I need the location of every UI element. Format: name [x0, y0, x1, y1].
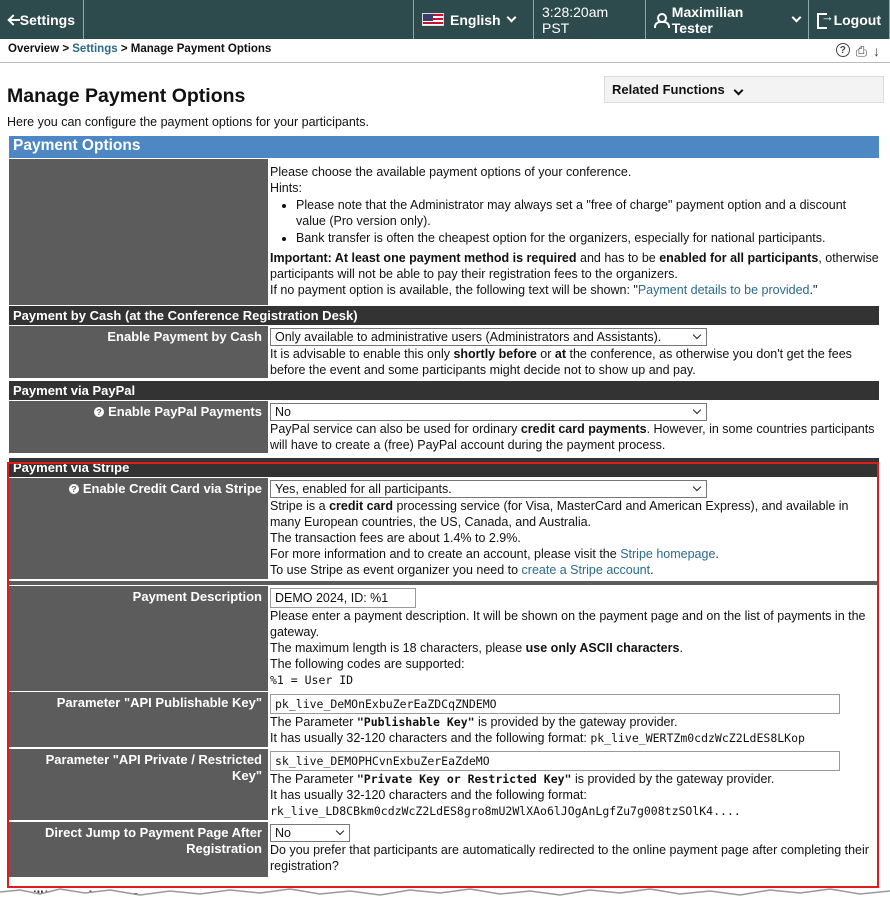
pub-d2-code: pk_live_WERTZm0cdzWcZ2LdES8LKop: [590, 731, 805, 745]
pub-d1: [270, 714, 879, 730]
stripe-select-value: Yes, enabled for all participants.: [275, 482, 452, 496]
stripe-org-pre: To use Stripe as event organizer you need to: [270, 563, 522, 577]
publishable-key-value: [269, 692, 879, 748]
important-mid: and has to be: [576, 251, 660, 265]
stripe-description: [270, 498, 879, 530]
desc-code: %1 = User ID: [270, 673, 354, 687]
logout-label: Logout: [833, 11, 881, 28]
chevron-down-icon: [734, 86, 744, 96]
user-icon: [654, 13, 666, 26]
paypal-d2: . However, in some countries participants will have to create a (free) PayPal account during the payment process.: [270, 422, 875, 452]
paypal-label-cell: [9, 401, 268, 453]
paypal-row: [9, 401, 879, 455]
payment-options-info-row: [9, 159, 879, 305]
language-selector[interactable]: [413, 0, 534, 39]
stripe-select[interactable]: [270, 480, 707, 498]
stripe-section-header: Payment via Stripe: [9, 458, 879, 477]
stripe-d1: Stripe is a: [270, 499, 330, 513]
stripe-more-post: .: [715, 547, 719, 561]
stripe-enable-value: [269, 478, 879, 580]
cash-d-b1: shortly before: [453, 347, 537, 361]
cash-description: [270, 346, 879, 378]
payment-description-label: Payment Description: [9, 586, 268, 691]
hint-item: • Bank transfer is often the cheapest option for the organizers, especially for national participants.: [296, 230, 879, 246]
breadcrumb-settings-link[interactable]: Settings: [72, 43, 118, 55]
logout-icon: [817, 13, 829, 26]
private-key-label: Parameter "API Private / Restricted Key": [9, 749, 268, 820]
section-divider: [9, 581, 879, 585]
page-title: Manage Payment Options: [7, 85, 246, 107]
breadcrumb-current: Manage Payment Options: [130, 43, 272, 55]
priv-d1-bold: "Private Key or Restricted Key": [356, 772, 572, 786]
stripe-label-cell: [9, 478, 268, 579]
back-to-settings-button[interactable]: [0, 0, 84, 39]
stripe-fees: The transaction fees are about 1.4% to 2.9%.: [270, 531, 521, 545]
private-key-row: [9, 749, 879, 821]
related-functions-label: Related Functions: [612, 82, 725, 97]
arrow-left-icon: [8, 14, 14, 26]
top-navigation-bar: [0, 0, 890, 39]
stripe-org-post: .: [650, 563, 654, 577]
stripe-d2: processing service (for Visa, MasterCard and American Express), and available in many European countries, the US, Canada, and Australia.: [270, 499, 849, 529]
desc-d1: Please enter a payment description. It will be shown on the payment page and on the list of payments in the gateway.: [270, 609, 866, 639]
stripe-d-b: credit card: [329, 499, 393, 513]
direct-jump-description: Do you prefer that participants are automatically redirected to the online payment page after completing their registration?: [270, 843, 869, 873]
private-key-input[interactable]: sk_live_DEMOPHCvnExbuZerEaZdeMO: [270, 751, 840, 771]
chevron-down-icon: [693, 330, 701, 338]
desc-d2-post: .: [679, 641, 683, 655]
stripe-more: [270, 546, 879, 562]
pub-d2: [270, 730, 879, 746]
pub-d1-pre: The Parameter: [270, 715, 357, 729]
logout-button[interactable]: [809, 0, 890, 39]
cash-section-header: Payment by Cash (at the Conference Registration Desk): [9, 306, 879, 325]
hint-item: • Please note that the Administrator may always set a "free of charge" payment option and a discount value (Pro version only).: [296, 197, 879, 229]
paypal-d1: PayPal service can also be used for ordinary: [270, 422, 521, 436]
back-label: Settings: [19, 11, 75, 28]
page-intro: Here you can configure the payment options for your participants.: [7, 115, 370, 129]
choose-text: Please choose the available payment options of your conference.: [270, 165, 632, 179]
empty-label-cell: [9, 159, 268, 305]
publishable-key-input[interactable]: pk_live_DeMOnExbuZerEaZDCqZNDEMO: [270, 694, 840, 714]
cash-value: [269, 326, 879, 380]
us-flag-icon: [422, 13, 444, 26]
paypal-label: Enable PayPal Payments: [108, 404, 262, 419]
pub-d1-post: is provided by the gateway provider.: [474, 715, 678, 729]
fallback-text: [270, 282, 879, 298]
direct-jump-row: [9, 822, 879, 877]
stripe-homepage-link[interactable]: Stripe homepage: [620, 547, 716, 561]
page-tools: [836, 43, 880, 60]
help-icon[interactable]: ?: [94, 407, 104, 417]
direct-jump-label: Direct Jump to Payment Page After Registration: [9, 822, 268, 877]
desc-d2-bold: use only ASCII characters: [525, 641, 680, 655]
hints-label: Hints:: [270, 181, 302, 195]
cash-row: [9, 326, 879, 380]
pub-d2-pre: It has usually 32-120 characters and the following format:: [270, 731, 591, 745]
related-functions-dropdown[interactable]: [604, 76, 884, 103]
breadcrumb-overview-link[interactable]: Overview: [8, 43, 60, 55]
help-icon[interactable]: ?: [69, 484, 79, 494]
desc-d2-pre: The maximum length is 18 characters, please: [270, 641, 526, 655]
cash-d2: or: [536, 347, 555, 361]
payment-description-input[interactable]: DEMO 2024, ID: %1: [270, 588, 416, 608]
publishable-key-label: Parameter "API Publishable Key": [9, 692, 268, 747]
chevron-down-icon: [336, 826, 344, 834]
breadcrumb-separator: >: [59, 43, 73, 55]
stripe-enable-row: [9, 478, 879, 580]
important-bold: Important: At least one payment method is required: [270, 251, 577, 265]
chevron-down-icon: [693, 405, 701, 413]
cash-label: Enable Payment by Cash: [9, 326, 268, 378]
hint-list: [270, 197, 879, 246]
torn-edge-graphic: [0, 884, 890, 910]
important-bold-2: enabled for all participants: [659, 251, 819, 265]
cash-select[interactable]: [270, 328, 707, 346]
payment-description-value: [269, 586, 879, 691]
paypal-select[interactable]: [270, 403, 707, 421]
stripe-label: Enable Credit Card via Stripe: [82, 481, 262, 496]
create-stripe-account-link[interactable]: create a Stripe account: [521, 563, 651, 577]
priv-d1-post: is provided by the gateway provider.: [571, 772, 775, 786]
payment-options-info: [269, 159, 879, 305]
fallback-pre: If no payment option is available, the following text will be shown: ": [270, 283, 638, 297]
help-icon[interactable]: ?: [836, 43, 850, 57]
stripe-more-pre: For more information and to create an account, please visit the: [270, 547, 621, 561]
breadcrumb-separator: >: [117, 43, 131, 55]
server-time: 3:28:20am PST: [534, 0, 646, 39]
download-icon[interactable]: ↓: [873, 43, 880, 59]
fallback-post: .": [809, 283, 818, 297]
private-key-value: [269, 749, 879, 821]
paypal-description: [270, 421, 879, 453]
pub-d1-bold: "Publishable Key": [356, 715, 475, 729]
paypal-select-value: No: [275, 405, 291, 419]
chevron-down-icon: [792, 13, 802, 23]
priv-d2: It has usually 32-120 characters and the following format:: [270, 788, 587, 802]
paypal-section-header: Payment via PayPal: [9, 381, 879, 400]
desc-d2: [270, 640, 879, 656]
print-icon[interactable]: ⎙: [855, 43, 867, 59]
paypal-d-b: credit card payments: [520, 422, 647, 436]
desc-d3: The following codes are supported:: [270, 657, 465, 671]
direct-jump-select[interactable]: [270, 824, 350, 842]
important-text: [270, 250, 879, 282]
payment-description-row: [9, 586, 879, 691]
fallback-link[interactable]: Payment details to be provided: [637, 283, 810, 297]
direct-jump-value: [269, 822, 879, 877]
priv-d1: [270, 771, 879, 787]
important-end: , otherwise participants will not be able to pay their registration fees to the organizers.: [270, 251, 879, 281]
paypal-value: [269, 401, 879, 455]
cash-d3: the conference, as otherwise you don't get the fees before the event and some participants might decide not to show up and pay.: [270, 347, 852, 377]
payment-options-header: Payment Options: [9, 136, 879, 158]
priv-d1-pre: The Parameter: [270, 772, 357, 786]
cash-d-b2: at: [554, 347, 566, 361]
cash-d1: It is advisable to enable this only: [270, 347, 454, 361]
priv-d2-code: rk_live_LD8CBkm0cdzWcZ2LdES8gro8mU2WlXAo6lJOgAnLgfZu7g008tzSOlK4....: [270, 804, 741, 818]
stripe-org: [270, 562, 879, 578]
cash-select-value: Only available to administrative users (Administrators and Assistants).: [275, 330, 662, 344]
chevron-down-icon: [506, 13, 516, 23]
chevron-down-icon: [693, 482, 701, 490]
language-label: English: [450, 11, 501, 28]
payment-options-table: [9, 136, 879, 877]
publishable-key-row: [9, 692, 879, 748]
direct-jump-select-value: No: [275, 826, 291, 840]
user-name: Maximilian Tester: [671, 3, 744, 36]
user-menu[interactable]: [646, 0, 809, 39]
breadcrumb: [0, 39, 890, 63]
